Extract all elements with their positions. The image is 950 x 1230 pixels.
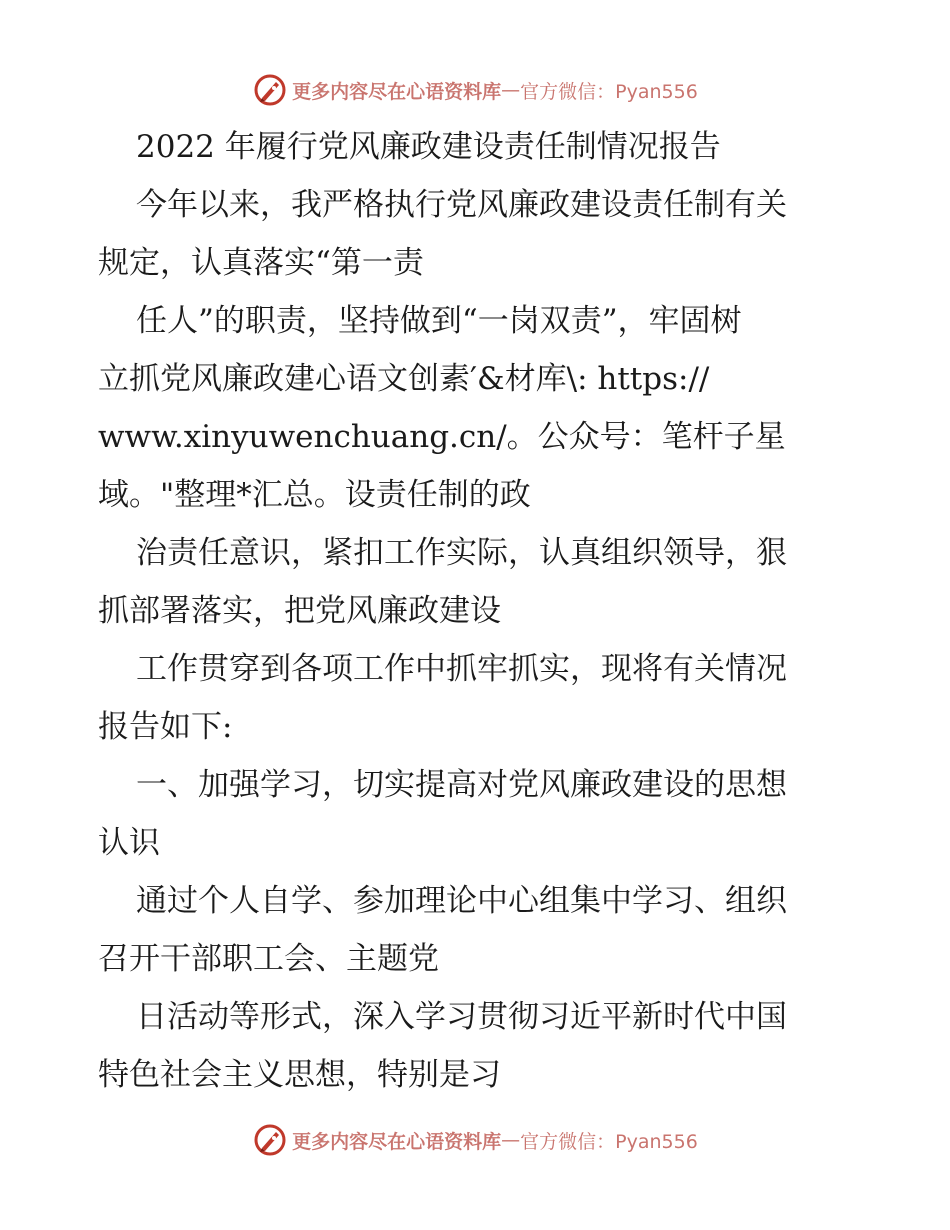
text-line: 治责任意识，紧扣工作实际，认真组织领导，狠 (136, 535, 787, 571)
pen-circle-logo-icon (252, 1122, 288, 1158)
text-line: 任人”的职责，坚持做到“一岗双责”，牢固树 (136, 303, 742, 339)
text-line: www.xinyuwenchuang.cn/。公众号：笔杆子星 (98, 419, 786, 455)
banner-separator: — (501, 1129, 521, 1151)
text-line: 日活动等形式，深入学习贯彻习近平新时代中国 (136, 999, 787, 1035)
banner-contact: 官方微信：Pyan556 (520, 80, 698, 103)
text-line: 召开干部职工会、主题党 (98, 941, 439, 977)
text-line: 今年以来，我严格执行党风廉政建设责任制有关 (136, 187, 787, 223)
header-banner (0, 70, 950, 110)
text-line: 报告如下: (98, 709, 233, 745)
document-title: 2022 年履行党风廉政建设责任制情况报告 (136, 129, 721, 165)
banner-contact: 官方微信：Pyan556 (520, 1130, 698, 1153)
text-line: 通过个人自学、参加理论中心组集中学习、组织 (136, 883, 787, 919)
banner-brand: 更多内容尽在心语资料库 (292, 80, 502, 103)
banner-separator: — (501, 79, 521, 101)
document-body (98, 118, 858, 1104)
section-heading: 一、加强学习，切实提高对党风廉政建设的思想 (136, 767, 787, 803)
text-line: 域。"整理*汇总。设责任制的政 (98, 477, 531, 513)
text-line: 立抓党风廉政建心语文创素′&材库\: https:// (98, 361, 710, 397)
banner-brand: 更多内容尽在心语资料库 (292, 1130, 502, 1153)
text-line: 规定，认真落实“第一责 (98, 245, 424, 281)
text-line: 工作贯穿到各项工作中抓牢抓实，现将有关情况 (136, 651, 787, 687)
section-heading-cont: 认识 (98, 825, 160, 861)
text-line: 特色社会主义思想，特别是习 (98, 1057, 501, 1093)
footer-banner (0, 1120, 950, 1160)
text-line: 抓部署落实，把党风廉政建设 (98, 593, 501, 629)
pen-circle-logo-icon (252, 72, 288, 108)
